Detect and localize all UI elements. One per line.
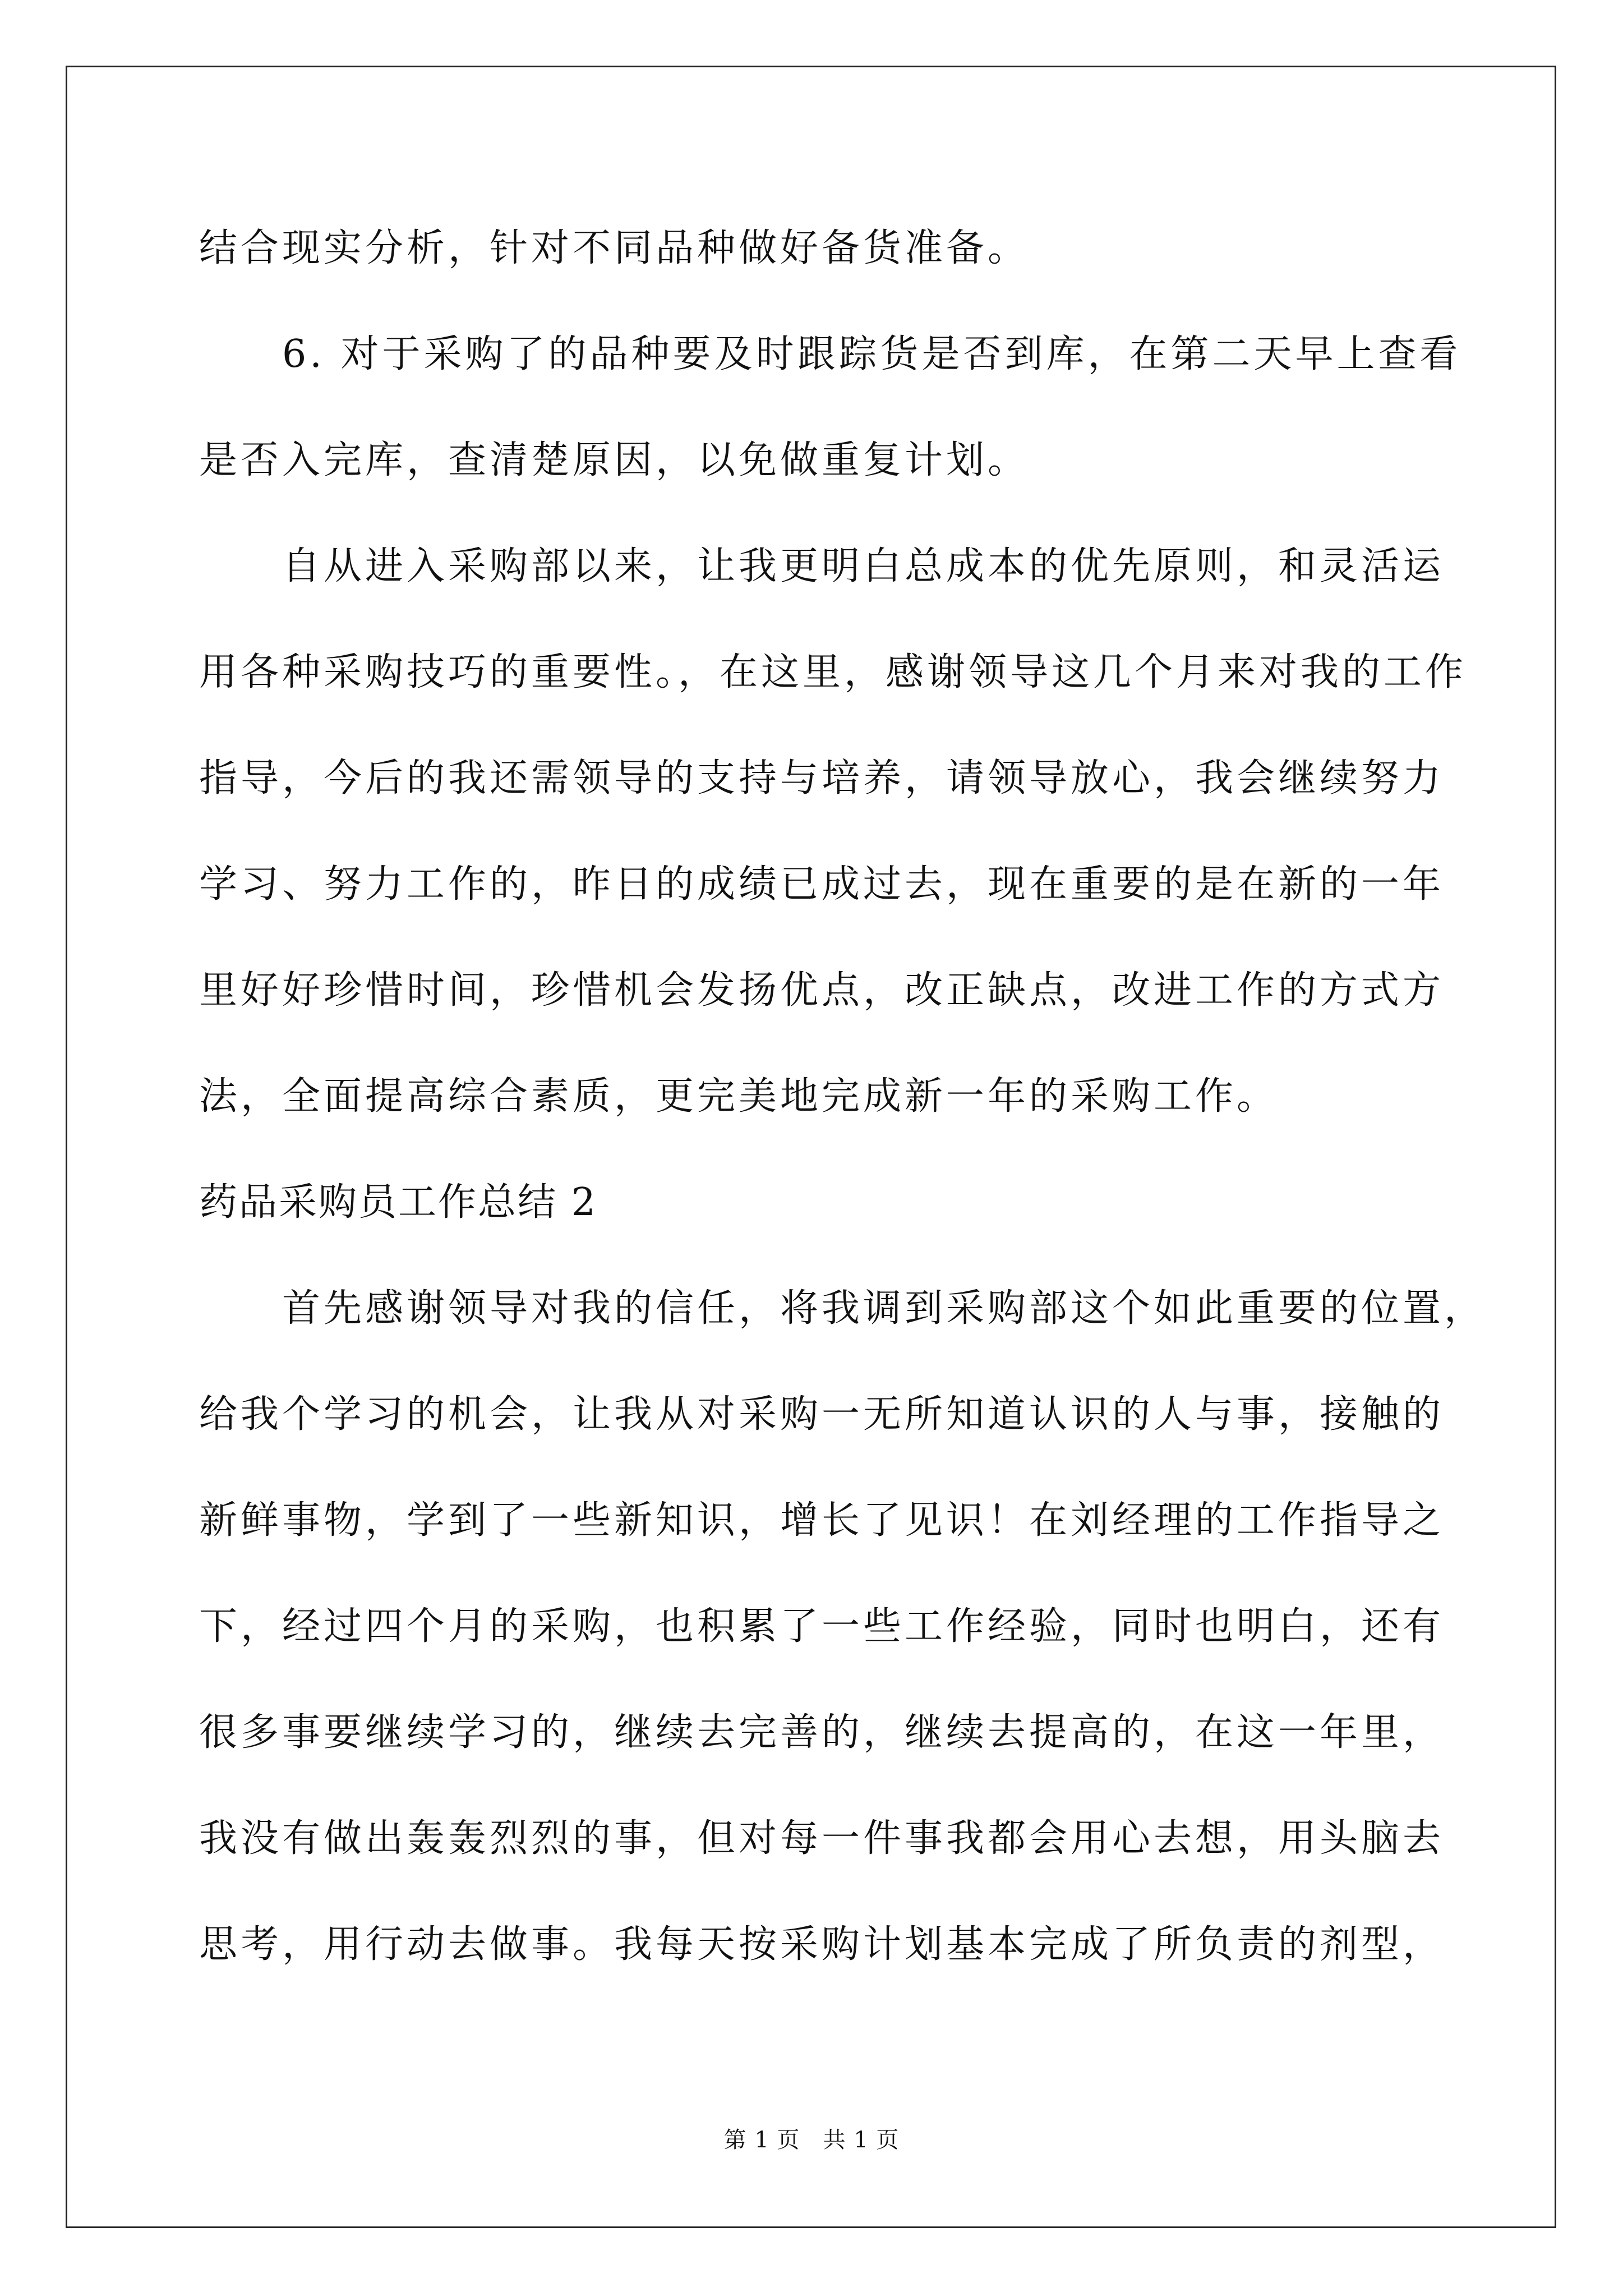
body-line: 指导，今后的我还需领导的支持与培养，请领导放心，我会继续努力 (199, 756, 1445, 800)
body-line: 我没有做出轰轰烈烈的事，但对每一件事我都会用心去想，用头脑去 (199, 1816, 1445, 1861)
body-line: 学习、努力工作的，昨日的成绩已成过去，现在重要的是在新的一年 (199, 862, 1445, 907)
body-line: 是否入完库，查清楚原因，以免做重复计划。 (199, 438, 1030, 482)
page-border (66, 66, 1556, 2228)
body-line: 用各种采购技巧的重要性。，在这里，感谢领导这几个月来对我的工作 (199, 650, 1467, 694)
body-line: 给我个学习的机会，让我从对采购一无所知道认识的人与事，接触的 (199, 1392, 1445, 1437)
body-line: 自从进入采购部以来，让我更明白总成本的优先原则，和灵活运 (282, 544, 1445, 588)
body-line: 结合现实分析，针对不同品种做好备货准备。 (199, 226, 1030, 270)
body-line: 下，经过四个月的采购，也积累了一些工作经验，同时也明白，还有 (199, 1604, 1445, 1649)
page-number-footer: 第 1 页 共 1 页 (723, 2127, 900, 2153)
section-heading: 药品采购员工作总结 2 (199, 1180, 597, 1225)
body-line: 法，全面提高综合素质，更完美地完成新一年的采购工作。 (199, 1074, 1279, 1119)
body-line: 新鲜事物，学到了一些新知识，增长了见识！在刘经理的工作指导之 (199, 1498, 1445, 1543)
body-line: 里好好珍惜时间，珍惜机会发扬优点，改正缺点，改进工作的方式方 (199, 968, 1445, 1013)
body-line: 思考，用行动去做事。我每天按采购计划基本完成了所负责的剂型， (199, 1922, 1445, 1967)
body-line: 很多事要继续学习的，继续去完善的，继续去提高的，在这一年里， (199, 1710, 1445, 1755)
body-line: 首先感谢领导对我的信任，将我调到采购部这个如此重要的位置， (282, 1286, 1486, 1331)
body-line: 6. 对于采购了的品种要及时跟踪货是否到库，在第二天早上查看 (282, 332, 1461, 376)
